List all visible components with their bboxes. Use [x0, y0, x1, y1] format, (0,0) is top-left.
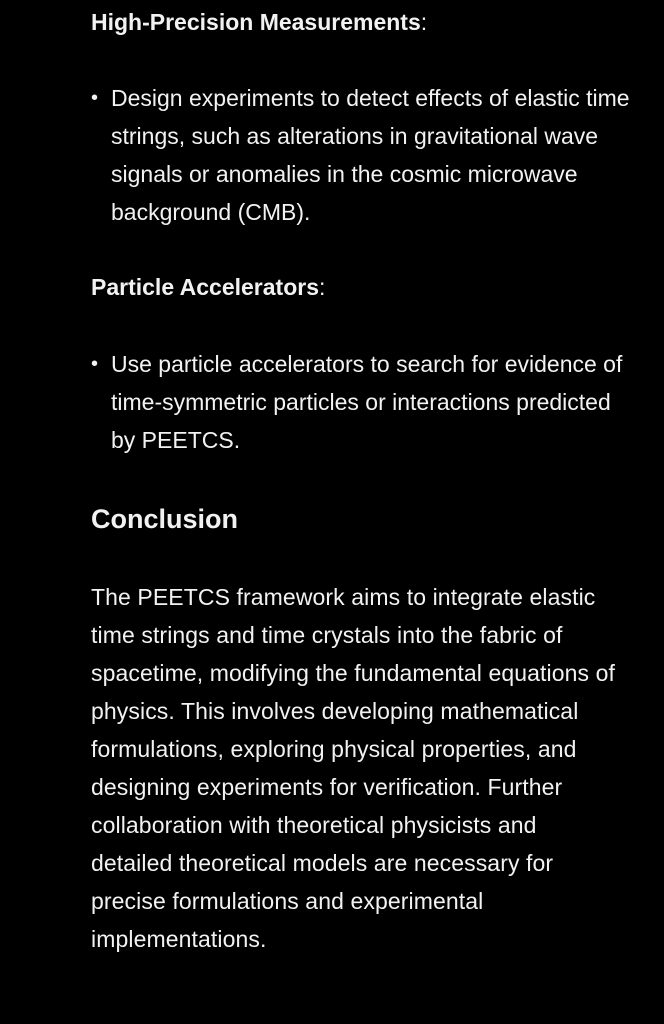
subheading-high-precision	[91, 3, 631, 41]
subheading-colon: :	[319, 274, 326, 300]
subheading-particle-accelerators	[91, 268, 631, 306]
bullet-icon: •	[91, 87, 99, 109]
bullet-icon: •	[91, 353, 99, 375]
subheading-colon: :	[420, 9, 428, 35]
list-item-text: Design experiments to detect effects of elastic time strings, such as alterations in gravitational wave signals or anomalies in the cosmic microwave background (CMB).	[111, 85, 630, 225]
subheading-label: Particle Accelerators	[91, 274, 320, 300]
list-item-text: Use particle accelerators to search for evidence of time-symmetric particles or interactions predicted by PEETCS.	[111, 351, 623, 453]
section-heading-conclusion: Conclusion	[91, 504, 238, 534]
bullet-list-high-precision	[91, 79, 631, 231]
subheading-label: High-Precision Measurements	[91, 9, 421, 35]
list-item	[91, 345, 631, 459]
bullet-list-particle-accelerators	[91, 345, 631, 459]
conclusion-paragraph: The PEETCS framework aims to integrate elastic time strings and time crystals into the fabric of spacetime, modifying the fundamental equations of physics. This involves developing mathematical formulations, exploring physical properties, and designing experiments for verification. Further collaboration with theoretical physicists and detailed theoretical models are necessary for precise formulations and experimental implementations.	[91, 584, 615, 952]
list-item	[91, 79, 631, 231]
